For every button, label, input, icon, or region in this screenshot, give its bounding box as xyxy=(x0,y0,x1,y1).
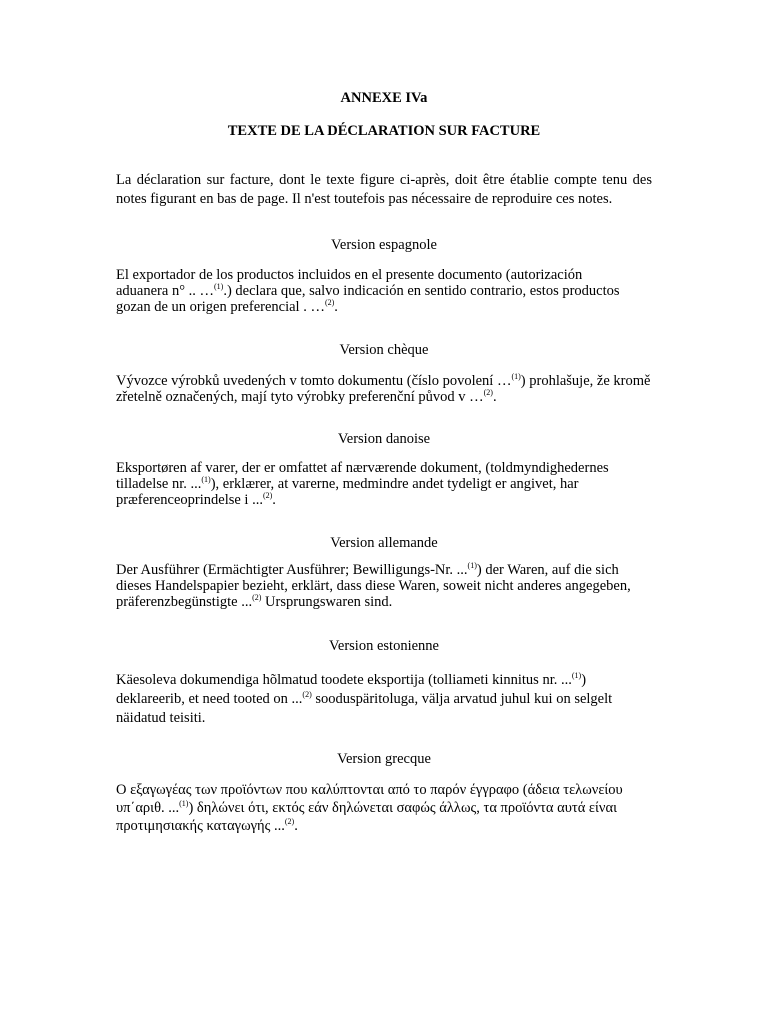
intro-paragraph: La déclaration sur facture, dont le texte figure ci-après, doit être établie compte tenu des notes figurant en bas de page. Il n'est toutefois pas nécessaire de reproduire ces notes. xyxy=(116,172,652,207)
text-segment: .) declara que, salvo indicación en sentido contrario, estos productos gozan de un origen preferencial . … xyxy=(116,283,620,315)
version-spanish-text xyxy=(116,267,636,315)
version-greek-title: Version grecque xyxy=(337,751,431,767)
text-segment: ) der Waren, auf die sich dieses Handelspapier bezieht, erklärt, dass diese Waren, soweit nicht anderes angegeben, präferenzbegünstigte ... xyxy=(116,562,631,610)
version-czech-title: Version chèque xyxy=(339,342,429,358)
note-ref: (1) xyxy=(201,475,211,484)
text-segment: sooduspäritoluga, välja arvatud juhul kui on selgelt näidatud teisiti. xyxy=(116,691,613,726)
text-segment: . xyxy=(334,299,338,315)
note-ref: (1) xyxy=(467,561,477,570)
text-segment: . xyxy=(272,492,276,508)
version-greek-text xyxy=(116,781,656,835)
note-ref: (2) xyxy=(284,817,295,826)
text-segment: ) prohlašuje, že kromě zřetelně označených, mají tyto výrobky preferenční původ v … xyxy=(116,373,651,405)
text-segment: El exportador de los productos incluidos en el presente documento (autorización aduanera n° .. … xyxy=(116,267,583,299)
note-ref: (2) xyxy=(252,593,262,602)
text-segment: ) deklareerib, et need tooted on ... xyxy=(116,672,587,707)
version-danish-text xyxy=(116,460,646,508)
version-spanish-title: Version espagnole xyxy=(331,237,437,253)
text-segment: Der Ausführer (Ermächtigter Ausführer; Bewilligungs-Nr. ... xyxy=(116,562,468,578)
text-segment: ), erklærer, at varerne, medmindre andet tydeligt er angivet, har præferenceoprindelse i ... xyxy=(116,476,579,508)
version-czech-text xyxy=(116,373,656,405)
text-segment: Eksportøren af varer, der er omfattet af nærværende dokument, (toldmyndighedernes tilladelse nr. ... xyxy=(116,460,609,492)
text-segment: ) δηλώνει ότι, εκτός εάν δηλώνεται σαφώς άλλως, τα προϊόντα αυτά είναι προτιμησιακής καταγωγής ... xyxy=(116,800,617,834)
version-german-text xyxy=(116,562,631,610)
note-ref: (1) xyxy=(179,799,189,808)
note-ref: (2) xyxy=(324,298,335,307)
note-ref: (1) xyxy=(511,372,521,381)
note-ref: (2) xyxy=(483,388,493,397)
declaration-title: TEXTE DE LA DÉCLARATION SUR FACTURE xyxy=(227,123,541,139)
version-estonian-title: Version estonienne xyxy=(329,638,439,654)
version-german-title: Version allemande xyxy=(330,535,438,551)
text-segment: Ο εξαγωγέας των προϊόντων που καλύπτονται από το παρόν έγγραφο (άδεια τελωνείου υπ΄αριθ. ... xyxy=(116,782,623,816)
text-segment: . xyxy=(492,389,497,405)
text-segment: . xyxy=(294,818,298,834)
version-estonian-text xyxy=(116,671,636,728)
note-ref: (2) xyxy=(302,690,312,699)
text-segment: Ursprungswaren sind. xyxy=(261,594,393,610)
text-segment: Vývozce výrobků uvedených v tomto dokumentu (číslo povolení … xyxy=(116,373,512,389)
text-segment: Käesoleva dokumendiga hõlmatud toodete eksportija (tolliameti kinnitus nr. ... xyxy=(116,672,572,688)
note-ref: (1) xyxy=(214,282,224,291)
version-danish-title: Version danoise xyxy=(337,431,431,447)
annex-title: ANNEXE IVa xyxy=(340,90,428,106)
note-ref: (1) xyxy=(571,671,582,680)
note-ref: (2) xyxy=(262,491,273,500)
